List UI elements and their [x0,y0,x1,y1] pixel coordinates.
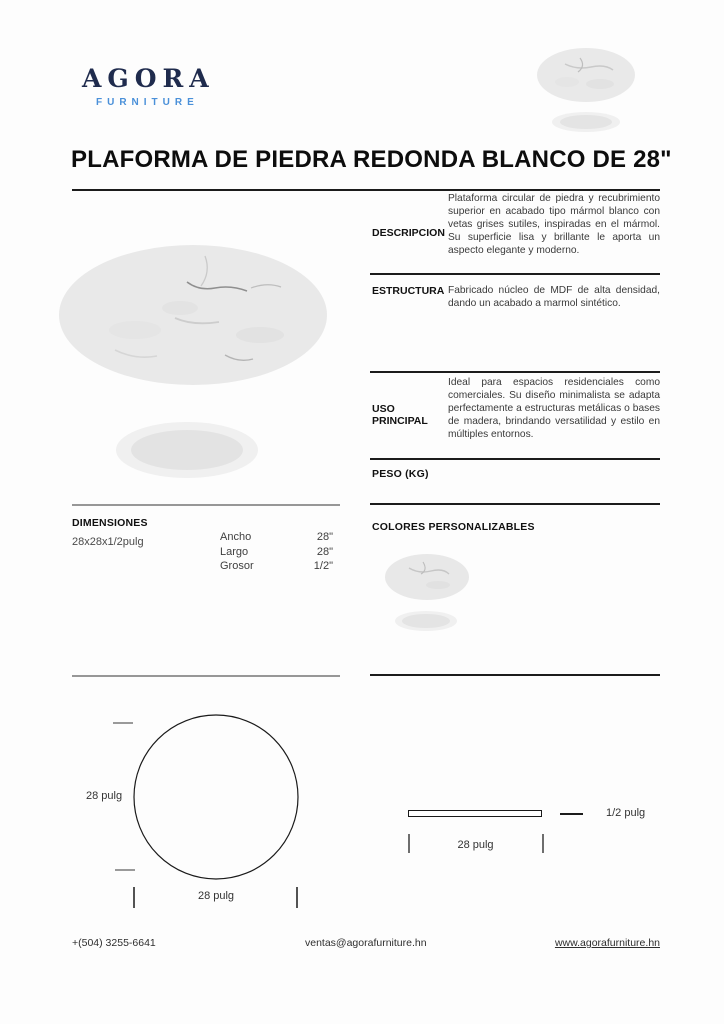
thickness-pointer-line [560,813,583,815]
title-divider [72,189,660,191]
dimensiones-table [220,531,333,575]
descripcion-text: Plataforma circular de piedra y recubrimiento superior en acabado tipo mármol blanco con vetas grises sutiles, inspiradas en el mármol. Su superficie lisa y brillante le aporta un aspecto elegante y moderno. [448,193,660,256]
uso-principal-text: Ideal para espacios residenciales como comerciales. Su diseño minimalista se adapta perfectamente a estructuras metálicas o bases de madera, brindando versatilidad y estilo en múltiples entornos. [448,377,660,440]
brand-subtitle: FURNITURE [96,97,199,108]
colores-label: COLORES PERSONALIZABLES [372,521,535,533]
dim-name: Ancho [220,531,252,543]
product-main-image [55,240,335,490]
dimensions-divider [72,675,340,677]
dim-value: 28" [316,531,333,543]
section-divider [370,371,660,373]
estructura-label: ESTRUCTURA [372,285,445,297]
section-divider [370,503,660,505]
descripcion-label: DESCRIPCION [372,227,445,239]
circle-width-label: 28 pulg [197,890,235,902]
dim-value: 1/2" [313,560,333,572]
product-thumbnail-image [535,44,640,136]
circle-height-label: 28 pulg [86,790,123,802]
estructura-text: Fabricado núcleo de MDF de alta densidad, dando un acabado a marmol sintético. [448,285,660,309]
brand-name: AGORA [82,64,215,93]
footer-website-link[interactable]: www.agorafurniture.hn [554,937,660,949]
page-title: PLAFORMA DE PIEDRA REDONDA BLANCO DE 28" [71,146,672,173]
thickness-label: 1/2 pulg [606,807,646,819]
uso-principal-label: USO PRINCIPAL [372,403,428,427]
color-swatch-marble [383,552,473,636]
dimensiones-label: DIMENSIONES [72,517,148,529]
table-row [220,546,333,561]
table-row [220,560,333,575]
section-divider [370,458,660,460]
dim-name: Grosor [220,560,254,572]
dim-name: Largo [220,545,249,558]
dimensiones-summary: 28x28x1/2pulg [72,536,144,548]
side-view-slab [408,810,542,817]
peso-label: PESO (KG) [372,468,429,480]
side-width-label: 28 pulg [457,839,494,851]
footer-phone: +(504) 3255-6641 [72,937,156,949]
top-view-diagram [100,700,330,915]
dimensions-divider [72,504,340,506]
section-divider [370,674,660,676]
table-row [220,531,333,546]
dim-value: 28" [316,545,333,558]
section-divider [370,273,660,275]
footer-email[interactable]: ventas@agorafurniture.hn [305,937,427,949]
